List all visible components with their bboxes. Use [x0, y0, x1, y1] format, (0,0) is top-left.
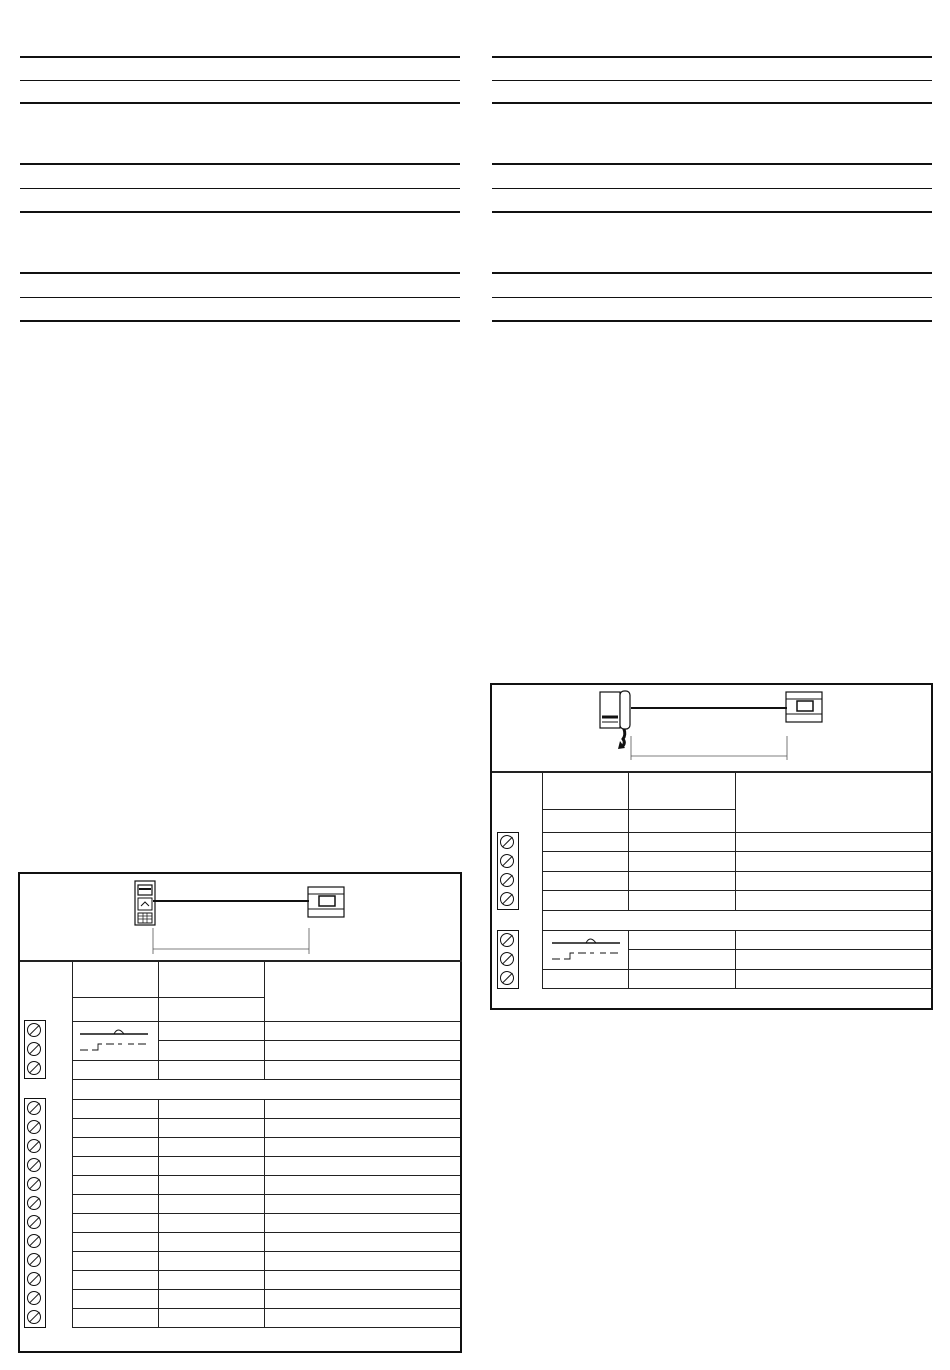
terminal-screw-icon — [27, 1196, 41, 1210]
table-column-line — [158, 961, 159, 1079]
table-row-line — [72, 1060, 460, 1061]
rule-line — [20, 56, 460, 58]
terminal-block-upper — [497, 832, 519, 910]
table-row-line — [72, 997, 264, 998]
table-row-line — [72, 1308, 460, 1309]
table-row-line — [72, 1289, 460, 1290]
rule-line — [492, 320, 932, 322]
terminal-screw-icon — [500, 971, 514, 985]
table-row-line — [542, 890, 933, 891]
table-row-line — [72, 1156, 460, 1157]
rule-line — [20, 188, 460, 189]
table-column-line — [542, 772, 543, 988]
rule-line — [492, 272, 932, 274]
table-column-line — [72, 961, 73, 1327]
terminal-screw-icon — [500, 892, 514, 906]
terminal-screw-icon — [27, 1215, 41, 1229]
rule-line — [492, 56, 932, 58]
table-column-line — [735, 930, 736, 988]
diagram-header-divider — [492, 771, 933, 773]
rule-line — [20, 297, 460, 298]
terminal-screw-icon — [27, 1158, 41, 1172]
table-row-line — [72, 1327, 460, 1328]
rule-line — [492, 211, 932, 213]
table-row-line — [72, 1175, 460, 1176]
rule-line — [492, 80, 932, 81]
terminal-screw-icon — [27, 1101, 41, 1115]
rule-line — [20, 80, 460, 81]
table-row-line — [72, 1099, 460, 1100]
table-row-line — [542, 910, 933, 911]
terminal-screw-icon — [27, 1310, 41, 1324]
rule-line — [492, 163, 932, 165]
power-supply-icon — [307, 886, 347, 920]
connection-cable — [153, 898, 313, 958]
table-row-line — [542, 832, 933, 833]
terminal-block-upper — [24, 1020, 46, 1079]
rule-line — [492, 297, 932, 298]
rule-line — [492, 102, 932, 104]
terminal-screw-icon — [27, 1120, 41, 1134]
table-row-line — [158, 1040, 460, 1041]
rule-line — [20, 320, 460, 322]
switch-symbol-icon — [78, 1024, 154, 1054]
table-row-line — [72, 1270, 460, 1271]
terminal-block-lower — [497, 930, 519, 989]
terminal-screw-icon — [500, 873, 514, 887]
connection-cable — [631, 704, 791, 764]
table-row-line — [542, 988, 933, 989]
table-row-line — [542, 969, 933, 970]
terminal-screw-icon — [500, 854, 514, 868]
table-row-line — [542, 871, 933, 872]
table-column-line — [264, 961, 265, 1079]
rule-line — [20, 163, 460, 165]
rule-line — [492, 188, 932, 189]
table-row-line — [72, 1194, 460, 1195]
terminal-screw-icon — [500, 933, 514, 947]
terminal-screw-icon — [27, 1291, 41, 1305]
rule-line — [20, 272, 460, 274]
table-row-line — [542, 851, 933, 852]
table-row-line — [72, 1137, 460, 1138]
diagram-header-divider — [20, 960, 462, 962]
table-column-line — [628, 930, 629, 988]
terminal-screw-icon — [500, 952, 514, 966]
terminal-block-lower — [24, 1098, 46, 1328]
terminal-screw-icon — [27, 1042, 41, 1056]
table-row-line — [628, 949, 933, 950]
terminal-screw-icon — [500, 835, 514, 849]
table-row-line — [72, 1021, 460, 1022]
table-row-line — [72, 1251, 460, 1252]
rule-line — [20, 102, 460, 104]
terminal-screw-icon — [27, 1139, 41, 1153]
terminal-screw-icon — [27, 1234, 41, 1248]
right-wiring-diagram — [490, 683, 933, 1010]
terminal-screw-icon — [27, 1177, 41, 1191]
table-row-line — [72, 1232, 460, 1233]
table-row-line — [72, 1118, 460, 1119]
table-row-line — [72, 1213, 460, 1214]
terminal-screw-icon — [27, 1253, 41, 1267]
terminal-screw-icon — [27, 1023, 41, 1037]
rule-line — [20, 211, 460, 213]
table-row-line — [72, 1079, 460, 1080]
power-supply-icon — [785, 691, 825, 725]
switch-symbol-icon — [550, 933, 626, 963]
table-row-line — [542, 809, 735, 810]
terminal-screw-icon — [27, 1061, 41, 1075]
left-wiring-diagram — [18, 872, 462, 1353]
terminal-screw-icon — [27, 1272, 41, 1286]
table-row-line — [542, 930, 933, 931]
